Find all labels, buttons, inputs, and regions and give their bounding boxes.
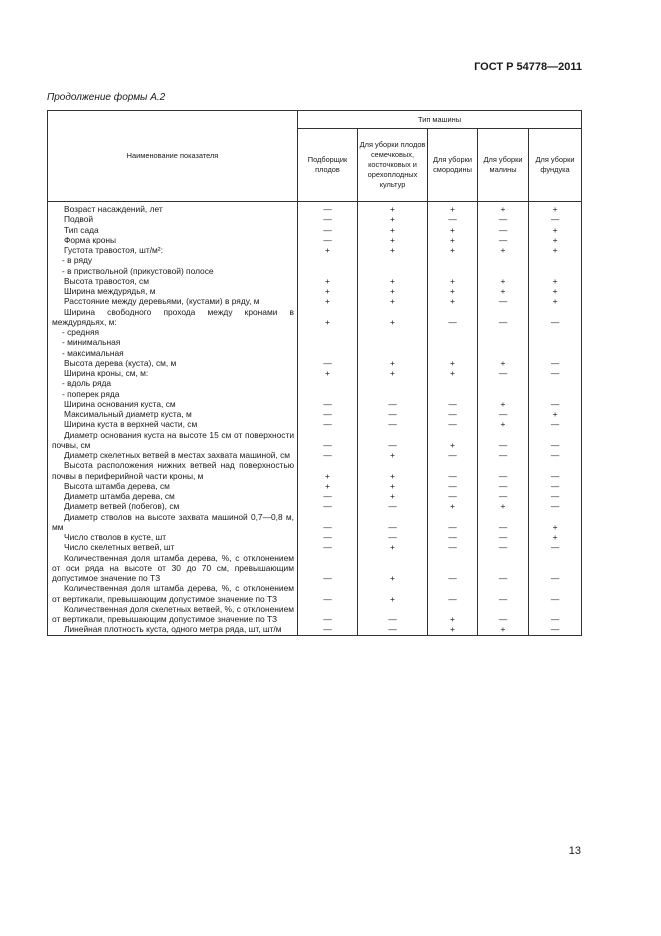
cell-applicability-mark: + — [529, 286, 582, 296]
cell-applicability-mark — [298, 389, 358, 399]
cell-applicability-mark: + — [358, 245, 428, 255]
cell-applicability-mark — [298, 255, 358, 265]
table-row — [48, 235, 582, 245]
cell-applicability-mark: + — [478, 358, 529, 368]
column-header-machine: Для уборки смородины — [428, 129, 478, 202]
row-parameter-text: Расстояние между деревьями, (кустами) в ряду, м — [64, 296, 260, 307]
cell-applicability-mark: — — [358, 512, 428, 533]
cell-applicability-mark: — — [529, 307, 582, 328]
cell-applicability-mark: + — [428, 286, 478, 296]
cell-applicability-mark — [298, 327, 358, 337]
cell-applicability-mark: — — [428, 532, 478, 542]
cell-applicability-mark: + — [358, 460, 428, 481]
row-parameter-text: Ширина свободного прохода между кронами в междурядьях, м: — [52, 306, 294, 327]
table-row — [48, 450, 582, 460]
table-row — [48, 512, 582, 533]
cell-applicability-mark — [358, 389, 428, 399]
cell-applicability-mark: — — [298, 624, 358, 635]
cell-applicability-mark — [298, 337, 358, 347]
cell-applicability-mark: + — [298, 286, 358, 296]
cell-applicability-mark: — — [428, 553, 478, 584]
row-parameter-name — [48, 245, 298, 255]
cell-applicability-mark — [428, 348, 478, 358]
cell-applicability-mark: — — [358, 604, 428, 625]
row-parameter-text: Диаметр стволов на высоте захвата машиной 0,7—0,8 м, мм — [52, 511, 294, 532]
row-parameter-name — [48, 501, 298, 511]
cell-applicability-mark: — — [428, 409, 478, 419]
row-parameter-text: Возраст насаждений, лет — [64, 204, 163, 214]
table-caption: Продолжение формы А.2 — [47, 92, 166, 103]
cell-applicability-mark — [478, 378, 529, 388]
cell-applicability-mark: + — [298, 296, 358, 306]
row-parameter-name — [48, 225, 298, 235]
cell-applicability-mark: + — [298, 460, 358, 481]
cell-applicability-mark — [478, 337, 529, 347]
column-header-machine: Для уборки малины — [478, 129, 529, 202]
cell-applicability-mark: + — [529, 512, 582, 533]
cell-applicability-mark — [428, 255, 478, 265]
cell-applicability-mark: + — [358, 214, 428, 224]
row-parameter-name — [48, 512, 298, 533]
cell-applicability-mark: — — [529, 450, 582, 460]
table-row — [48, 337, 582, 347]
cell-applicability-mark — [428, 389, 478, 399]
table-row — [48, 430, 582, 451]
row-parameter-text: Высота расположения нижних ветвей над поверхностью почвы в периферийной части кроны, м — [52, 460, 294, 481]
row-parameter-text: - в ряду — [62, 255, 93, 266]
cell-applicability-mark: + — [529, 225, 582, 235]
table-row — [48, 255, 582, 265]
row-parameter-text: - минимальная — [62, 337, 121, 348]
cell-applicability-mark: — — [478, 409, 529, 419]
cell-applicability-mark: — — [529, 214, 582, 224]
row-parameter-text: Количественная доля скелетных ветвей, %, с отклонением от вертикали, превышающим допустимое значение по ТЗ — [52, 603, 294, 624]
cell-applicability-mark: — — [298, 430, 358, 451]
column-header-machine: Для уборки плодов семечковых, косточковых и орехоплодных культур — [358, 129, 428, 202]
cell-applicability-mark: — — [358, 624, 428, 635]
row-parameter-text: - максимальная — [62, 347, 124, 358]
table-row — [48, 501, 582, 511]
cell-applicability-mark: — — [478, 296, 529, 306]
cell-applicability-mark: — — [298, 450, 358, 460]
row-parameter-name — [48, 276, 298, 286]
cell-applicability-mark: — — [529, 553, 582, 584]
cell-applicability-mark — [358, 266, 428, 276]
row-parameter-name — [48, 266, 298, 276]
table-row — [48, 286, 582, 296]
cell-applicability-mark: — — [478, 481, 529, 491]
row-parameter-name — [48, 399, 298, 409]
row-parameter-text: Количественная доля штамба дерева, %, с отклонением от оси ряда на высоте от 30 до 70 см, превышающим допустимое значение по ТЗ — [52, 552, 294, 583]
row-parameter-name — [48, 481, 298, 491]
cell-applicability-mark: + — [478, 286, 529, 296]
cell-applicability-mark: — — [478, 512, 529, 533]
cell-applicability-mark — [358, 378, 428, 388]
cell-applicability-mark: — — [529, 501, 582, 511]
table-row — [48, 624, 582, 635]
table-row — [48, 368, 582, 378]
cell-applicability-mark: — — [298, 532, 358, 542]
cell-applicability-mark: + — [478, 202, 529, 215]
cell-applicability-mark: + — [358, 235, 428, 245]
cell-applicability-mark: + — [529, 245, 582, 255]
row-parameter-name — [48, 296, 298, 306]
cell-applicability-mark: — — [298, 491, 358, 501]
table-row — [48, 245, 582, 255]
cell-applicability-mark: + — [358, 202, 428, 215]
table-row — [48, 604, 582, 625]
row-parameter-name — [48, 460, 298, 481]
cell-applicability-mark — [529, 389, 582, 399]
cell-applicability-mark — [529, 378, 582, 388]
cell-applicability-mark: + — [358, 307, 428, 328]
cell-applicability-mark: + — [529, 532, 582, 542]
row-parameter-name — [48, 327, 298, 337]
cell-applicability-mark: + — [358, 481, 428, 491]
table-row — [48, 276, 582, 286]
cell-applicability-mark — [529, 266, 582, 276]
row-parameter-name — [48, 624, 298, 635]
cell-applicability-mark — [428, 327, 478, 337]
row-parameter-text: Количественная доля штамба дерева, %, с отклонением от вертикали, превышающим допустимое значение по ТЗ — [52, 583, 294, 604]
table-row — [48, 378, 582, 388]
cell-applicability-mark: + — [529, 202, 582, 215]
cell-applicability-mark: — — [529, 368, 582, 378]
row-parameter-name — [48, 491, 298, 501]
document-number: ГОСТ Р 54778—2011 — [474, 61, 582, 73]
row-parameter-name — [48, 368, 298, 378]
cell-applicability-mark: — — [298, 542, 358, 552]
cell-applicability-mark: — — [529, 624, 582, 635]
table-row — [48, 532, 582, 542]
row-parameter-text: Высота штамба дерева, см — [64, 480, 170, 491]
cell-applicability-mark — [529, 337, 582, 347]
cell-applicability-mark — [298, 266, 358, 276]
cell-applicability-mark: — — [298, 358, 358, 368]
cell-applicability-mark: — — [478, 450, 529, 460]
cell-applicability-mark: — — [358, 419, 428, 429]
cell-applicability-mark — [428, 378, 478, 388]
table-row — [48, 542, 582, 552]
cell-applicability-mark: + — [358, 276, 428, 286]
row-parameter-text: - поперек ряда — [62, 388, 120, 399]
cell-applicability-mark: — — [478, 235, 529, 245]
cell-applicability-mark: + — [358, 286, 428, 296]
cell-applicability-mark: — — [529, 491, 582, 501]
row-parameter-text: Ширина кроны, см, м: — [64, 368, 149, 378]
row-parameter-text: Форма кроны — [64, 234, 117, 245]
row-parameter-name — [48, 532, 298, 542]
cell-applicability-mark: — — [478, 307, 529, 328]
cell-applicability-mark: — — [478, 368, 529, 378]
cell-applicability-mark: — — [428, 419, 478, 429]
cell-applicability-mark: — — [358, 532, 428, 542]
column-header-machine: Для уборки фундука — [529, 129, 582, 202]
cell-applicability-mark — [529, 255, 582, 265]
table-row — [48, 296, 582, 306]
row-parameter-text: Диаметр штамба дерева, см — [64, 491, 175, 501]
cell-applicability-mark: + — [478, 276, 529, 286]
cell-applicability-mark: — — [529, 481, 582, 491]
table-row — [48, 266, 582, 276]
table-row — [48, 348, 582, 358]
row-parameter-name — [48, 389, 298, 399]
cell-applicability-mark: — — [529, 542, 582, 552]
cell-applicability-mark: + — [529, 296, 582, 306]
cell-applicability-mark: + — [428, 225, 478, 235]
cell-applicability-mark: — — [298, 409, 358, 419]
cell-applicability-mark: — — [529, 604, 582, 625]
cell-applicability-mark: — — [478, 430, 529, 451]
cell-applicability-mark: — — [529, 399, 582, 409]
cell-applicability-mark — [428, 266, 478, 276]
cell-applicability-mark: — — [428, 491, 478, 501]
table-row — [48, 214, 582, 224]
cell-applicability-mark: — — [478, 583, 529, 604]
cell-applicability-mark: — — [428, 583, 478, 604]
cell-applicability-mark: + — [298, 276, 358, 286]
cell-applicability-mark: + — [428, 358, 478, 368]
cell-applicability-mark: — — [529, 583, 582, 604]
row-parameter-name — [48, 553, 298, 584]
table-row — [48, 399, 582, 409]
row-parameter-name — [48, 255, 298, 265]
cell-applicability-mark: + — [298, 368, 358, 378]
cell-applicability-mark: + — [428, 604, 478, 625]
cell-applicability-mark: — — [478, 604, 529, 625]
cell-applicability-mark: — — [478, 491, 529, 501]
row-parameter-name — [48, 307, 298, 328]
row-parameter-text: Густота травостоя, шт/м²: — [64, 245, 163, 255]
cell-applicability-mark — [529, 348, 582, 358]
cell-applicability-mark: — — [358, 501, 428, 511]
table-row — [48, 358, 582, 368]
table-row — [48, 409, 582, 419]
row-parameter-text: - средняя — [62, 327, 100, 337]
row-parameter-name — [48, 378, 298, 388]
table-row — [48, 481, 582, 491]
row-parameter-text: Ширина междурядья, м — [64, 286, 156, 296]
cell-applicability-mark — [358, 348, 428, 358]
cell-applicability-mark: + — [358, 358, 428, 368]
cell-applicability-mark: + — [529, 235, 582, 245]
cell-applicability-mark: — — [298, 235, 358, 245]
cell-applicability-mark: — — [428, 307, 478, 328]
table-row — [48, 225, 582, 235]
parameters-table — [47, 110, 582, 636]
cell-applicability-mark — [478, 348, 529, 358]
row-parameter-text: Диаметр ветвей (побегов), см — [64, 501, 180, 512]
cell-applicability-mark: — — [298, 501, 358, 511]
cell-applicability-mark — [298, 348, 358, 358]
row-parameter-name — [48, 235, 298, 245]
table-row — [48, 460, 582, 481]
cell-applicability-mark — [428, 337, 478, 347]
table-row — [48, 389, 582, 399]
cell-applicability-mark: + — [428, 296, 478, 306]
row-parameter-name — [48, 348, 298, 358]
row-parameter-text: Диаметр скелетных ветвей в местах захвата машиной, см — [64, 450, 291, 460]
table-row — [48, 202, 582, 215]
row-parameter-text: Линейная плотность куста, одного метра ряда, шт, шт/м — [64, 624, 282, 635]
cell-applicability-mark: — — [358, 430, 428, 451]
cell-applicability-mark: + — [478, 419, 529, 429]
cell-applicability-mark: — — [529, 358, 582, 368]
cell-applicability-mark: — — [428, 460, 478, 481]
cell-applicability-mark: — — [298, 214, 358, 224]
table-body — [48, 202, 582, 636]
row-parameter-text: Высота травостоя, см — [64, 275, 149, 286]
cell-applicability-mark — [478, 266, 529, 276]
table-row — [48, 553, 582, 584]
cell-applicability-mark: + — [428, 245, 478, 255]
cell-applicability-mark: — — [529, 419, 582, 429]
cell-applicability-mark: + — [358, 296, 428, 306]
cell-applicability-mark: — — [478, 460, 529, 481]
row-parameter-text: Подвой — [64, 214, 94, 225]
cell-applicability-mark — [478, 389, 529, 399]
cell-applicability-mark: — — [358, 409, 428, 419]
cell-applicability-mark: — — [428, 542, 478, 552]
row-parameter-name — [48, 409, 298, 419]
cell-applicability-mark: + — [428, 368, 478, 378]
row-parameter-text: - в приствольной (прикустовой) полосе — [62, 265, 214, 276]
row-parameter-name — [48, 337, 298, 347]
row-parameter-text: Диаметр основания куста на высоте 15 см от поверхности почвы, см — [52, 429, 294, 450]
cell-applicability-mark: — — [358, 399, 428, 409]
cell-applicability-mark — [478, 327, 529, 337]
cell-applicability-mark: + — [298, 307, 358, 328]
cell-applicability-mark: + — [358, 225, 428, 235]
row-parameter-text: Число стволов в кусте, шт — [64, 532, 167, 542]
cell-applicability-mark: — — [428, 214, 478, 224]
row-parameter-name — [48, 286, 298, 296]
cell-applicability-mark — [358, 337, 428, 347]
cell-applicability-mark: + — [478, 501, 529, 511]
row-parameter-name — [48, 202, 298, 215]
cell-applicability-mark: + — [298, 245, 358, 255]
row-parameter-text: - вдоль ряда — [62, 378, 112, 389]
column-header-machine-type: Тип машины — [298, 111, 582, 129]
page-number: 13 — [568, 845, 581, 857]
row-parameter-name — [48, 583, 298, 604]
cell-applicability-mark: — — [478, 542, 529, 552]
row-parameter-text: Высота дерева (куста), см, м — [64, 357, 177, 368]
cell-applicability-mark: + — [428, 276, 478, 286]
row-parameter-text: Ширина основания куста, см — [64, 398, 176, 409]
row-parameter-name — [48, 450, 298, 460]
cell-applicability-mark — [529, 327, 582, 337]
cell-applicability-mark — [298, 378, 358, 388]
row-parameter-name — [48, 430, 298, 451]
cell-applicability-mark: + — [358, 542, 428, 552]
cell-applicability-mark: — — [478, 214, 529, 224]
row-parameter-name — [48, 419, 298, 429]
cell-applicability-mark: — — [478, 532, 529, 542]
row-parameter-text: Число скелетных ветвей, шт — [64, 542, 175, 553]
row-parameter-name — [48, 542, 298, 552]
cell-applicability-mark: — — [298, 419, 358, 429]
row-parameter-text: Максимальный диаметр куста, м — [64, 409, 192, 419]
table-row — [48, 583, 582, 604]
cell-applicability-mark: — — [529, 460, 582, 481]
cell-applicability-mark: — — [298, 225, 358, 235]
row-parameter-name — [48, 214, 298, 224]
cell-applicability-mark: + — [358, 368, 428, 378]
cell-applicability-mark: + — [428, 202, 478, 215]
cell-applicability-mark: — — [428, 399, 478, 409]
cell-applicability-mark: — — [298, 399, 358, 409]
cell-applicability-mark: + — [529, 409, 582, 419]
cell-applicability-mark: + — [478, 624, 529, 635]
row-parameter-text: Тип сада — [64, 224, 99, 235]
cell-applicability-mark: — — [298, 604, 358, 625]
table-row — [48, 307, 582, 328]
cell-applicability-mark: + — [529, 276, 582, 286]
cell-applicability-mark — [358, 255, 428, 265]
cell-applicability-mark: — — [298, 202, 358, 215]
cell-applicability-mark: — — [428, 512, 478, 533]
cell-applicability-mark: + — [428, 430, 478, 451]
cell-applicability-mark: + — [358, 553, 428, 584]
cell-applicability-mark: — — [478, 553, 529, 584]
cell-applicability-mark: — — [478, 225, 529, 235]
cell-applicability-mark: + — [358, 450, 428, 460]
cell-applicability-mark: + — [358, 491, 428, 501]
column-header-parameter-name: Наименование показателя — [48, 111, 298, 202]
cell-applicability-mark: — — [529, 430, 582, 451]
cell-applicability-mark: + — [298, 481, 358, 491]
cell-applicability-mark: + — [478, 245, 529, 255]
cell-applicability-mark — [478, 255, 529, 265]
cell-applicability-mark: — — [428, 481, 478, 491]
cell-applicability-mark: + — [428, 235, 478, 245]
cell-applicability-mark — [358, 327, 428, 337]
table-row — [48, 327, 582, 337]
cell-applicability-mark: + — [428, 501, 478, 511]
cell-applicability-mark: — — [298, 553, 358, 584]
cell-applicability-mark: + — [478, 399, 529, 409]
cell-applicability-mark: + — [358, 583, 428, 604]
cell-applicability-mark: + — [428, 624, 478, 635]
table-row — [48, 491, 582, 501]
cell-applicability-mark: — — [428, 450, 478, 460]
table-row — [48, 419, 582, 429]
cell-applicability-mark: — — [298, 583, 358, 604]
cell-applicability-mark: — — [298, 512, 358, 533]
row-parameter-name — [48, 604, 298, 625]
row-parameter-text: Ширина куста в верхней части, см — [64, 419, 198, 430]
row-parameter-name — [48, 358, 298, 368]
column-header-machine: Подборщик плодов — [298, 129, 358, 202]
